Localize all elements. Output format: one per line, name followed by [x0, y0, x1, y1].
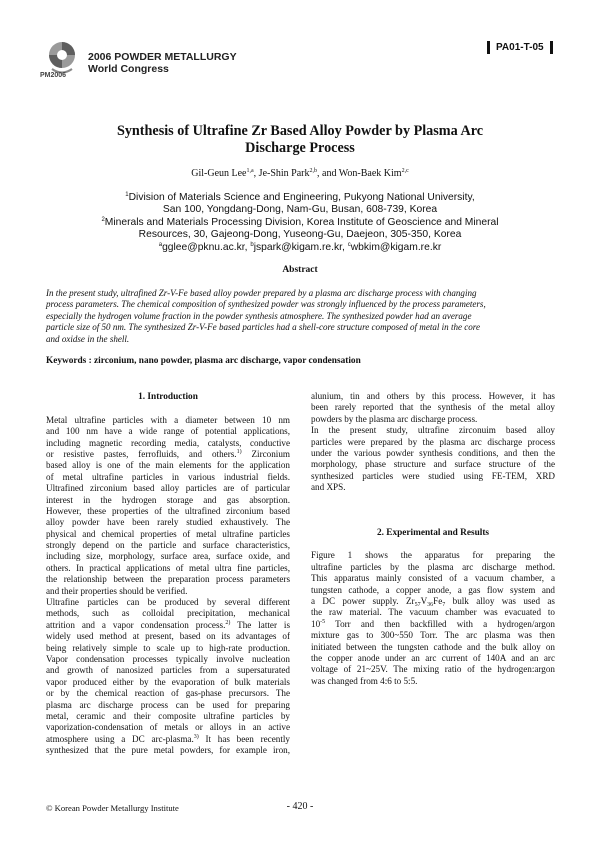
text-line: under the various powder synthesis conditions, and then the	[311, 447, 555, 458]
title-line-2: Discharge Process	[245, 140, 355, 156]
section-heading-experimental: 2. Experimental and Results	[376, 527, 490, 538]
text-line: However, these properties of the ultrafined zirconium based	[46, 505, 290, 516]
alloy-formula	[399, 596, 446, 606]
author-2: , Je-Shin Park	[253, 168, 310, 179]
text-line: Ultrafine particles can be produced by several different	[46, 597, 290, 608]
text-line: alloy powder have been rarely studied exhaustively. The	[46, 517, 290, 528]
affil-text-1: Division of Materials Science and Engineering, Pukyong National University,	[128, 192, 475, 203]
text-line: and their properties should be verified.	[46, 585, 188, 596]
email-1: gglee@pknu.ac.kr,	[162, 241, 251, 253]
text-line: synthesized particles were studied using FE-TEM, XRD	[311, 470, 555, 481]
logo-caption: PM2006	[40, 72, 67, 79]
footer-copyright: © Korean Powder Metallurgy Institute	[46, 803, 179, 813]
left-column	[46, 392, 290, 757]
title-line-1: Synthesis of Ultrafine Zr Based Alloy Powder by Plasma Arc	[116, 123, 484, 139]
text-line: Figure 1 shows the apparatus for preparing the	[311, 550, 555, 561]
text-line: morphology, phase structure and surface structure of the	[311, 459, 555, 470]
abstract-line: process parameters. The chemical composition of synthesized powder was strongly influenced by the process parameters,	[46, 299, 486, 310]
reference-3: 3)	[193, 733, 199, 740]
text-line: the raw material. The vacuum chamber was evacuated to	[311, 607, 555, 618]
text-line: particles were prepared by the plasma arc discharge process	[311, 436, 555, 447]
text-line: powders by the plasma arc discharge process.	[311, 413, 478, 424]
text-fragment: The latter is	[230, 619, 290, 630]
affiliations	[60, 192, 540, 254]
text-line: and XPS.	[311, 482, 346, 493]
text-fragment: bulk alloy was used as	[445, 596, 555, 607]
affil-num-1: 1	[125, 192, 129, 198]
abstract-line: particle size of 50 nm. The synthesized Zr-V-Fe based particles had a shell-core structure composed of metal in the core	[46, 322, 480, 333]
text-line: and 100 nm have a wide range of potential applications,	[46, 426, 290, 437]
text-fragment: Fe	[433, 596, 443, 607]
code-bar-right	[550, 41, 553, 54]
email-sup-a: a	[158, 241, 163, 248]
text-line: ultrafine particles by the plasma arc discharge method.	[311, 561, 555, 572]
text-line: the copper anode under an arc current of 140A and an arc	[311, 652, 555, 663]
affiliation-line-4: Resources, 30, Gajeong-Dong, Yuseong-Gu, Daejeon, 305-350, Korea	[138, 229, 462, 241]
text-line: voltage of 21~25V. The mixing ratio of the hydrogen:argon	[311, 664, 555, 675]
text-line	[311, 596, 555, 607]
section-heading-introduction: 1. Introduction	[138, 392, 198, 402]
text-line: and growth of nanosized particles from a supersaturated	[46, 665, 290, 676]
text-fragment: Torr and then backfilled with a hydrogen/argon	[325, 618, 555, 629]
email-2: jspark@kigam.re.kr,	[253, 241, 348, 253]
conference-line-1: 2006 POWDER METALLURGY	[88, 51, 237, 63]
text-fragment: Zr	[398, 596, 415, 607]
text-fragment: V	[420, 596, 428, 607]
abstract-body	[46, 288, 554, 345]
text-line: physical and chemical properties of metal ultrafine particles	[46, 528, 290, 539]
text-line: vaporization-condensation of metals or alloys in an active	[46, 722, 290, 733]
subscript: 57	[414, 602, 421, 608]
page-number: - 420 -	[286, 801, 314, 812]
text-line	[46, 734, 290, 745]
keywords: Keywords : zirconium, nano powder, plasma arc discharge, vapor condensation	[46, 356, 361, 366]
text-line: including magnetic recording media, catalysts, conductive	[46, 437, 290, 448]
author-1-sup: 1,a	[246, 168, 254, 174]
paper-code-text: PA01-T-05	[496, 42, 544, 53]
text-line: being relatively simple to scale up to high-rate production.	[46, 642, 290, 653]
text-line: others. In practical applications of metal ultra fine particles,	[46, 562, 290, 573]
affiliation-line-1	[60, 192, 540, 204]
text-fragment: 10	[311, 618, 321, 629]
affil-num-2: 2	[101, 216, 105, 223]
text-line: synthesized that the pure metal powders, for example iron,	[46, 745, 290, 756]
text-line: the relationship between the preparation process parameters	[46, 574, 290, 585]
text-fragment: a DC power supply.	[311, 596, 399, 607]
text-line: This apparatus mainly consisted of a vacuum chamber, a	[311, 573, 555, 584]
exponent: -5	[320, 618, 326, 625]
author-list	[60, 168, 540, 179]
conference-name	[88, 51, 237, 75]
text-line: was changed from 4:6 to 5:5.	[311, 675, 418, 686]
subscript: 7	[442, 602, 446, 608]
text-fragment: attrition and a vapor condensation process.	[46, 619, 226, 630]
text-fragment: or resistive pastes, ferrofluids, and others.	[46, 448, 237, 459]
text-line	[46, 620, 290, 631]
reference-1: 1)	[236, 448, 242, 455]
affiliation-line-3	[60, 217, 540, 229]
text-line: or by the chemical reaction of gas-phase precursors. The	[46, 688, 290, 699]
text-line: metal, ceramic and their composite ultrafine particles by	[46, 710, 290, 721]
text-fragment: atmosphere using a DC arc-plasma.	[46, 733, 194, 744]
text-fragment: It has been recently	[198, 733, 290, 744]
text-line: In the present study, ultrafine zirconuim based alloy	[311, 425, 555, 436]
email-3: wbkim@kigam.re.kr	[350, 241, 442, 253]
text-line: tungsten cathode, a copper anode, a gas flow system and	[311, 584, 555, 595]
author-1: Gil-Geun Lee	[191, 168, 247, 179]
text-line: methods, such as colloidal precipitation, mechanical	[46, 608, 290, 619]
author-3-sup: 2,c	[401, 168, 409, 174]
text-line: Ultrafined zirconium based alloy particles are of particular	[46, 483, 290, 494]
text-line: plasma arc discharge process can be used for preparing	[46, 699, 290, 710]
email-sup-c: c	[347, 241, 351, 248]
text-line: Vapor condensation processes typically involve nucleation	[46, 653, 290, 664]
text-line	[46, 449, 290, 460]
text-line: mixture gas to 300~550 Torr. The arc plasma was then	[311, 630, 555, 641]
text-line: interest in the hydrogen storage and gas absorption.	[46, 494, 290, 505]
abstract-line: especially the hydrogen volume fraction in the powder synthesis atmosphere. The synthesized powder had an average	[46, 310, 472, 321]
text-line: Metal ultrafine particles with a diameter between 10 nm	[46, 414, 290, 425]
text-line: strongly depend on the particle and surface characteristics,	[46, 540, 290, 551]
text-line: including size, morphology, surface area, surface oxide, and	[46, 551, 290, 562]
paper-code	[485, 41, 555, 54]
text-line: alunium, tin and others by this process. However, it has	[311, 391, 555, 401]
text-fragment: Zirconium	[241, 448, 290, 459]
email-line	[60, 242, 540, 254]
text-line	[311, 619, 555, 630]
author-3: , and Won-Baek Kim	[317, 168, 402, 179]
abstract-heading: Abstract	[282, 265, 318, 275]
abstract-line: In the present study, ultrafined Zr-V-Fe based alloy powder prepared by a plasma arc discharge process with changing	[46, 288, 477, 298]
conference-line-2: World Congress	[88, 63, 169, 75]
email-sup-b: b	[250, 241, 254, 248]
text-line: of metal ultrafine particles in various industrial fields.	[46, 471, 290, 482]
code-bar-left	[487, 41, 490, 54]
affiliation-line-2: San 100, Yongdang-Dong, Nam-Gu, Busan, 608-739, Korea	[162, 204, 438, 216]
right-column	[311, 391, 555, 687]
abstract-line: and oxidse in the shell.	[46, 333, 130, 344]
reference-2: 2)	[225, 619, 231, 626]
author-2-sup: 2,b	[309, 168, 318, 174]
text-line: widely used method at present, based on its advantages of	[46, 631, 290, 642]
text-line: vapor produced either by the evaporation of bulk materials	[46, 676, 290, 687]
text-line: been rarely reported that the synthesis of the metal alloy	[311, 402, 555, 413]
paper-title	[60, 123, 540, 157]
affil-text-3: Minerals and Materials Processing Division, Korea Institute of Geoscience and Mineral	[104, 216, 499, 228]
text-line: initiated between the tungsten cathode and the bulk alloy on	[311, 641, 555, 652]
subscript: 36	[427, 602, 434, 608]
text-line: based alloy is one of the main elements for the application	[46, 460, 290, 471]
